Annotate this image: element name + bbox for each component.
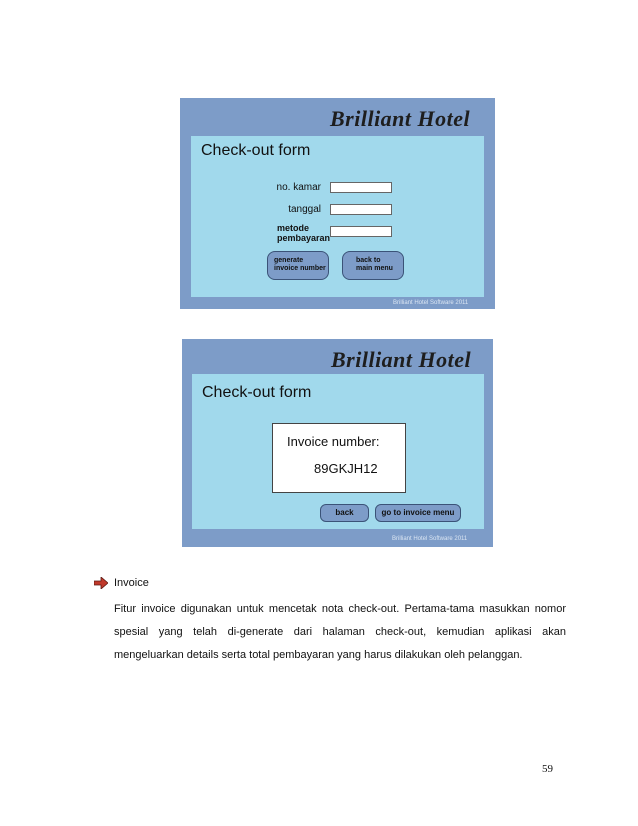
payment-method-input[interactable] xyxy=(330,226,392,237)
page-number: 59 xyxy=(542,763,553,775)
invoice-result-box xyxy=(272,423,406,493)
section-paragraph: Fitur invoice digunakan untuk mencetak nota check-out. Pertama-tama masukkan nomor spesial yang telah di-generate dari halaman check-out, kemudian aplikasi akan mengeluarkan details serta total pembayaran yang harus dilakukan oleh pelanggan. xyxy=(114,603,566,661)
software-footer: Brilliant Hotel Software 2011 xyxy=(393,300,469,306)
back-button[interactable]: back xyxy=(320,504,369,522)
generate-invoice-button[interactable] xyxy=(267,251,329,280)
back-to-main-line1: back to xyxy=(356,257,381,264)
go-to-invoice-menu-button[interactable]: go to invoice menu xyxy=(375,504,461,522)
section-heading: Invoice xyxy=(114,577,149,589)
arrow-bullet-icon xyxy=(94,577,108,589)
date-input[interactable] xyxy=(330,204,392,215)
form-title: Check-out form xyxy=(202,384,312,401)
date-label: tanggal xyxy=(288,204,321,215)
invoice-number-label: Invoice number: xyxy=(287,434,380,449)
payment-method-label-line2: pembayaran xyxy=(277,233,331,243)
room-number-label: no. kamar xyxy=(276,182,321,193)
back-to-main-line2: main menu xyxy=(356,265,393,272)
software-footer: Brilliant Hotel Software 2011 xyxy=(392,536,468,542)
checkout-form-screenshot xyxy=(180,98,495,309)
payment-method-label xyxy=(277,223,330,243)
back-to-main-menu-button[interactable] xyxy=(342,251,404,280)
brand-logo: Brilliant Hotel xyxy=(331,347,472,372)
generate-invoice-line1: generate xyxy=(274,257,304,264)
room-number-input[interactable] xyxy=(330,182,392,193)
brand-logo: Brilliant Hotel xyxy=(330,106,471,131)
invoice-number-value: 89GKJH12 xyxy=(314,461,378,476)
invoice-number-screenshot xyxy=(182,339,493,547)
form-area xyxy=(191,136,484,297)
form-area xyxy=(192,374,484,529)
generate-invoice-line2: invoice number xyxy=(274,265,326,272)
form-title: Check-out form xyxy=(201,142,311,159)
payment-method-label-line1: metode xyxy=(277,223,310,233)
